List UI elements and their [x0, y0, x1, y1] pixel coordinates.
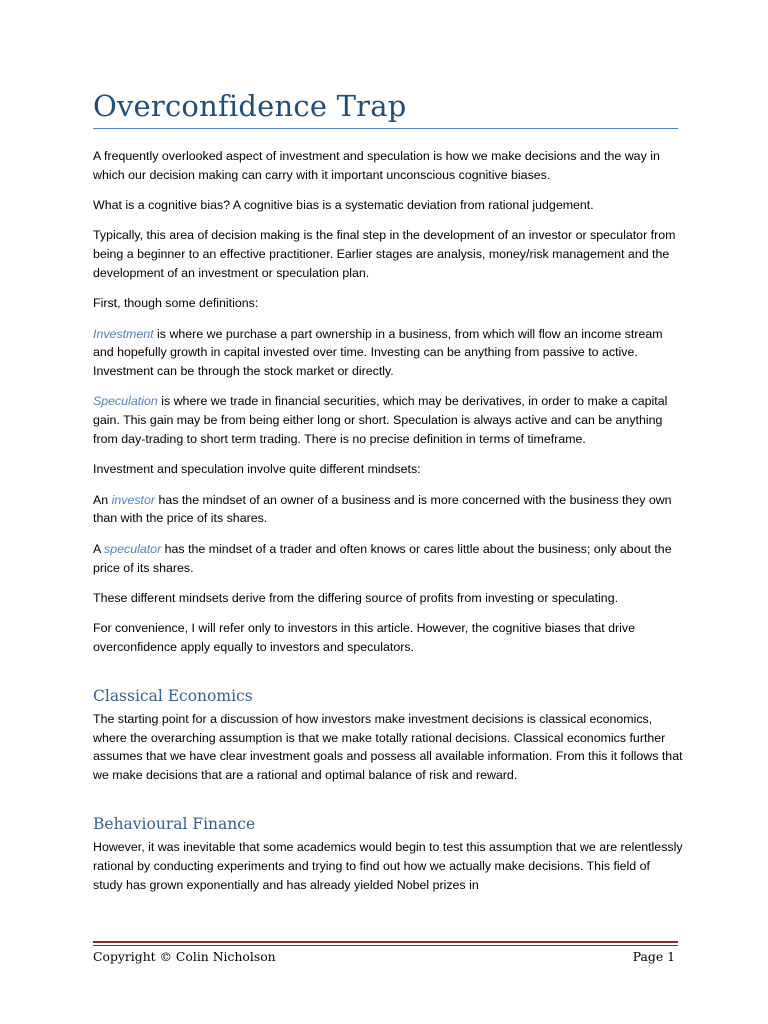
footer-rule-thin [93, 945, 678, 946]
speculator-definition [93, 540, 683, 578]
investment-text: is where we purchase a part ownership in a business, from which will flow an income stream and hopefully growth in capital invested over time. Investing can be anything from passive to active. Investment can be through the stock market or directly. [93, 326, 663, 379]
speculation-term: Speculation [93, 394, 158, 409]
mindsets-intro-paragraph: Investment and speculation involve quite different mindsets: [93, 462, 421, 477]
footer-page-number: Page 1 [632, 949, 675, 964]
mindsets-source-paragraph: These different mindsets derive from the differing source of profits from investing or speculating. [93, 590, 619, 605]
investor-text: has the mindset of an owner of a business and is more concerned with the business they own than with the price of its shares. [93, 492, 672, 526]
convenience-paragraph: For convenience, I will refer only to investors in this article. However, the cognitive biases that drive overconfidence apply equally to investors and speculators. [93, 621, 635, 654]
section-heading-behavioural-finance: Behavioural Finance [93, 814, 256, 833]
document-body [93, 147, 683, 906]
definitions-intro-paragraph: First, though some definitions: [93, 296, 259, 311]
investment-definition [93, 325, 683, 381]
speculator-text: has the mindset of a trader and often knows or cares little about the business; only about the price of its shares. [93, 541, 672, 575]
intro-paragraph: A frequently overlooked aspect of investment and speculation is how we make decisions and the way in which our decision making can carry with it important unconscious cognitive biases. [93, 149, 660, 182]
speculator-term: speculator [104, 541, 162, 556]
behavioural-finance-paragraph: However, it was inevitable that some academics would begin to test this assumption that we are relentlessly rational by conducting experiments and trying to find out how we actually make decisions. This field of study has grown exponentially and has already yielded Nobel prizes in [93, 839, 683, 892]
investor-term: investor [111, 492, 155, 507]
speculation-text: is where we trade in financial securities, which may be derivatives, in order to make a capital gain. This gain may be from being either long or short. Speculation is always active and can be anything from day-trading to short term trading. There is no precise definition in terms of timeframe. [93, 394, 668, 447]
investment-term: Investment [93, 326, 154, 341]
speculation-definition [93, 392, 683, 448]
speculator-prefix: A [93, 541, 105, 556]
investor-definition [93, 491, 683, 529]
classical-economics-paragraph: The starting point for a discussion of how investors make investment decisions is classical economics, where the overarching assumption is that we make totally rational decisions. Classical economics further assumes that we have clear investment goals and possess all available information. From this it follows that we make decisions that are a rational and optimal balance of risk and reward. [93, 711, 683, 783]
investor-prefix: An [93, 492, 112, 507]
footer-rule-thick [93, 941, 678, 943]
decision-making-paragraph: Typically, this area of decision making is the final step in the development of an investor or speculator from being a beginner to an effective practitioner. Earlier stages are analysis, money/risk management and the development of an investment or speculation plan. [93, 228, 676, 280]
cognitive-bias-paragraph: What is a cognitive bias? A cognitive bias is a systematic deviation from rational judgement. [93, 198, 594, 213]
footer-copyright: Copyright © Colin Nicholson [93, 949, 276, 964]
title-underline [93, 128, 678, 129]
document-title: Overconfidence Trap [93, 89, 407, 123]
section-heading-classical-economics: Classical Economics [93, 686, 253, 705]
